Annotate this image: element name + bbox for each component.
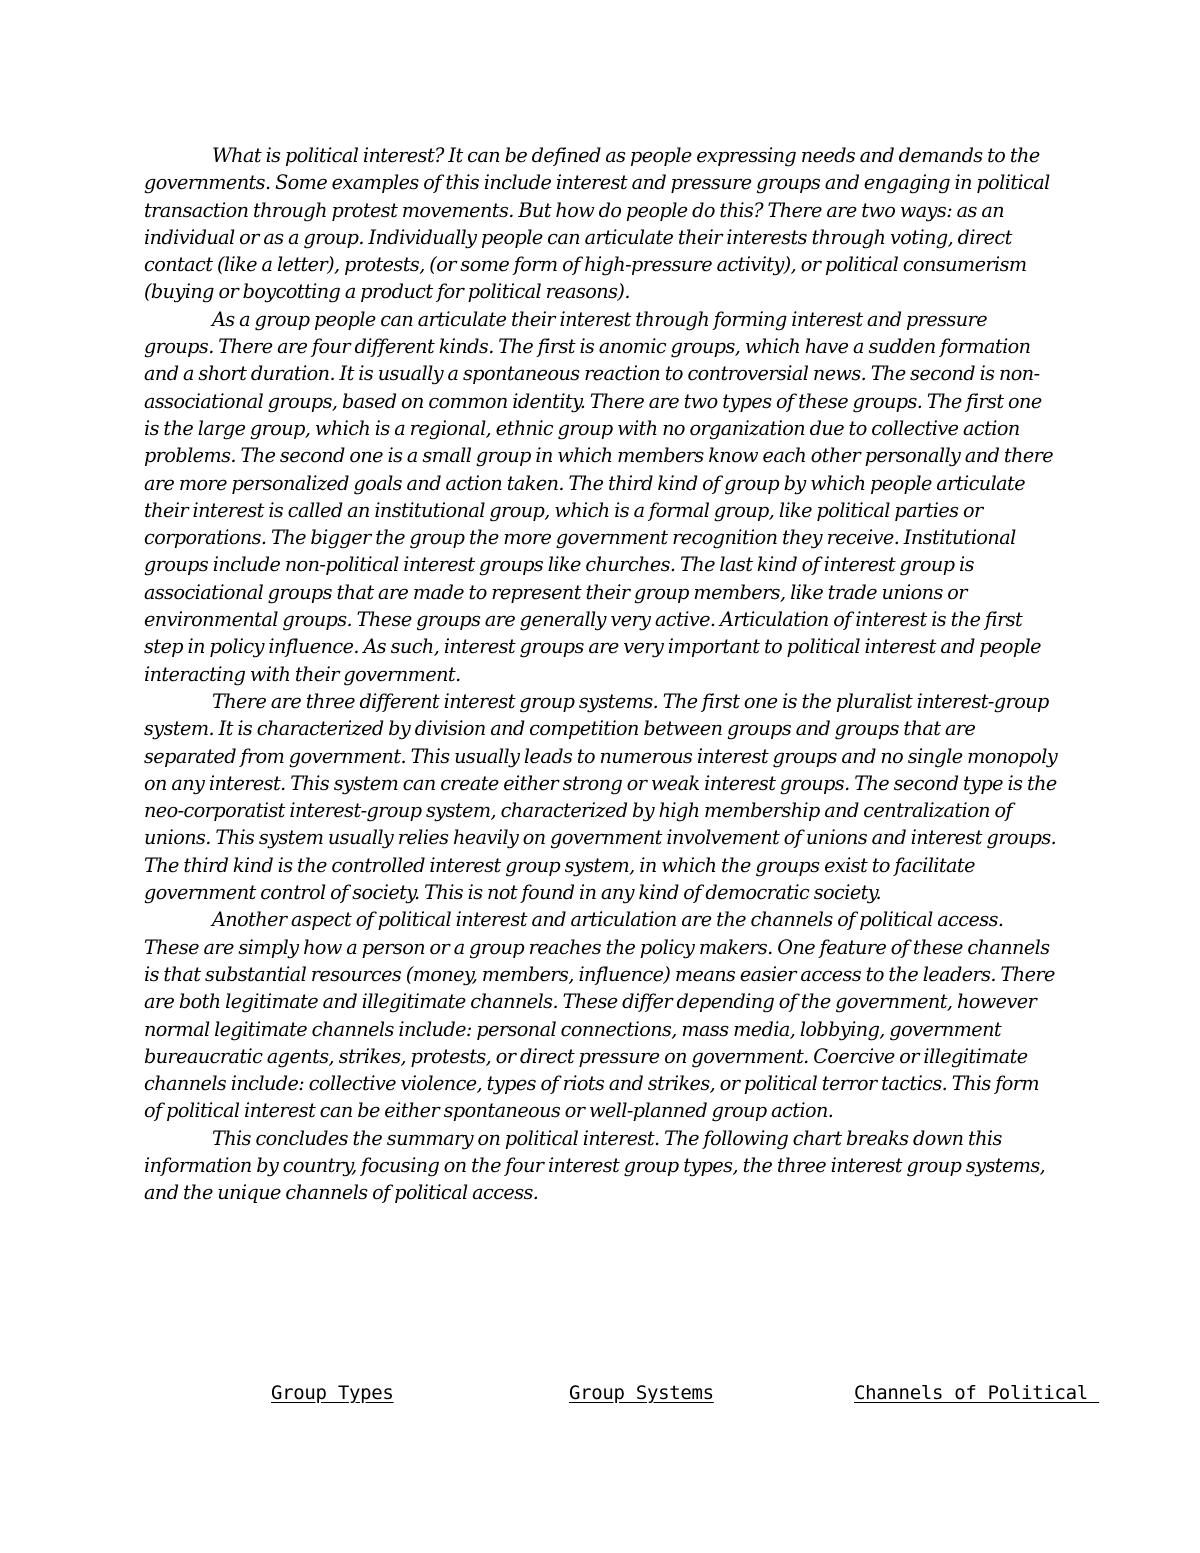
paragraph-group-systems: There are three different interest group systems. The first one is the pluralist interest-group system. It is characterized by division and competition between groups and groups that are separated from government. This usually leads to numerous interest groups and no single monopoly on any interest. This system can create either strong or weak interest groups. The second type is the neo-corporatist interest-group system, characterized by high membership and centralization of unions. This system usually relies heavily on government involvement of unions and interest groups. The third kind is the controlled interest group system, in which the groups exist to facilitate government control of society. This is not found in any kind of democratic society. [144, 689, 1058, 905]
header-group-systems: Group Systems [569, 1382, 714, 1404]
paragraph-group-kinds: As a group people can articulate their interest through forming interest and pressure groups. There are four different kinds. The first is anomic groups, which have a sudden formation and a short duration. It is usually a spontaneous reaction to controversial news. The second is non-associational groups, based on common identity. There are two types of these groups. The first one is the large group, which is a regional, ethnic group with no organization due to collective action problems. The second one is a small group in which members know each other personally and there are more personalized goals and action taken. The third kind of group by which people articulate their interest is called an institutional group, which is a formal group, like political parties or corporations. The bigger the group the more government recognition they receive. Institutional groups include non-political interest groups like churches. The last kind of interest group is associational groups that are made to represent their group members, like trade unions or environmental groups. These groups are generally very active. Articulation of interest is the first step in policy influence. As such, interest groups are very important to political interest and people interacting with their government. [144, 307, 1054, 686]
paragraph-political-interest-definition: What is political interest? It can be defined as people expressing needs and demands to the governments. Some examples of this include interest and pressure groups and engaging in political transaction through protest movements. But how do people do this? There are two ways: as an individual or as a group. Individually people can articulate their interests through voting, direct contact (like a letter), protests, (or some form of high-pressure activity), or political consumerism (buying or boycotting a product for political reasons). [144, 144, 1050, 304]
document-body [144, 142, 1060, 1207]
paragraph-conclusion: This concludes the summary on political interest. The following chart breaks down this information by country, focusing on the four interest group types, the three interest group systems, and the unique channels of political access. [144, 1126, 1046, 1205]
header-channels-of-political: Channels of Political [854, 1382, 1100, 1404]
header-group-types: Group Types [271, 1382, 394, 1404]
table-header-row [0, 1382, 1200, 1412]
paragraph-channels-of-access: Another aspect of political interest and articulation are the channels of political access. These are simply how a person or a group reaches the policy makers. One feature of these channels is that substantial resources (money, members, influence) means easier access to the leaders. There are both legitimate and illegitimate channels. These differ depending of the government, however normal legitimate channels include: personal connections, mass media, lobbying, government bureaucratic agents, strikes, protests, or direct pressure on government. Coercive or illegitimate channels include: collective violence, types of riots and strikes, or political terror tactics. This form of political interest can be either spontaneous or well-planned group action. [144, 908, 1055, 1123]
